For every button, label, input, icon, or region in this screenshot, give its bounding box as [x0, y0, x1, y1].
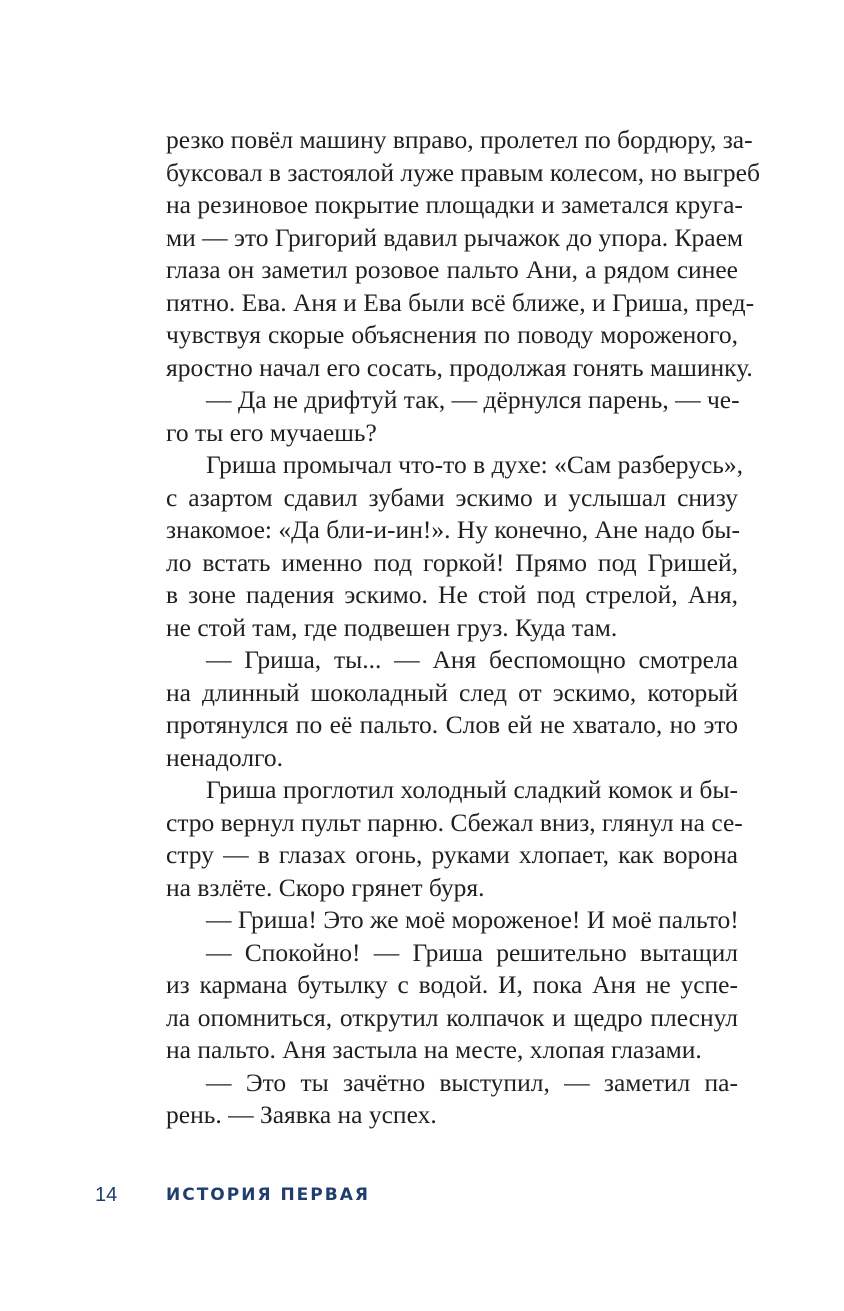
text-line: буксовал в застоялой луже правым колесом, но выгреб: [166, 157, 760, 187]
text-line: — Гриша! Это же моё мороженое! И моё пальто!: [206, 905, 739, 934]
text-line: из кармана бутылку с водой. И, пока Аня не успе-: [166, 970, 738, 999]
text-line: стро вернул пульт парню. Сбежал вниз, глянул на се-: [166, 807, 743, 837]
text-line: ла опомниться, открутил колпачок и щедро плеснул: [166, 1002, 738, 1032]
text-line: — Да не дрифтуй так, — дёрнулся парень, — че-: [206, 385, 740, 414]
text-line: на взлёте. Скоро грянет буря.: [166, 872, 485, 902]
text-line: в зоне падения эскимо. Не стой под стрелой, Аня,: [166, 580, 738, 609]
running-header: ИСТОРИЯ ПЕРВАЯ: [166, 1185, 370, 1205]
text-line: резко повёл машину вправо, пролетел по бордюру, за-: [166, 125, 753, 154]
page-number: 14: [95, 1184, 118, 1206]
text-line: не стой там, где подвешен груз. Куда там.: [166, 612, 618, 642]
text-line: протянулся по её пальто. Слов ей не хватало, но это: [166, 710, 738, 739]
text-line: яростно начал его сосать, продолжая гонять машинку.: [166, 352, 753, 382]
text-line: с азартом сдавил зубами эскимо и услышал снизу: [166, 482, 738, 512]
text-line: ло встать именно под горкой! Прямо под Гришей,: [166, 547, 738, 577]
text-line: чувствуя скорые объяснения по поводу мороженого,: [166, 320, 738, 349]
text-line: рень. — Заявка на успех.: [166, 1100, 437, 1129]
text-line: на пальто. Аня застыла на месте, хлопая глазами.: [166, 1035, 702, 1064]
text-line: Гриша промычал что-то в духе: «Сам разберусь»,: [206, 450, 744, 479]
text-line: глаза он заметил розовое пальто Ани, а рядом синее: [166, 255, 738, 284]
text-line: — Это ты зачётно выступил, — заметил па-: [206, 1067, 738, 1097]
text-line: го ты его мучаешь?: [166, 417, 377, 447]
text-line: — Спокойно! — Гриша решительно вытащил: [206, 937, 738, 967]
text-line: стру — в глазах огонь, руками хлопает, как ворона: [166, 840, 738, 869]
text-line: знакомое: «Да бли-и-ин!». Ну конечно, Ане надо бы-: [166, 515, 740, 544]
text-line: пятно. Ева. Аня и Ева были всё ближе, и Гриша, пред-: [166, 287, 755, 317]
body-text: [166, 124, 760, 1132]
page-footer: [0, 1181, 844, 1211]
text-line: на резиновое покрытие площадки и заметался круга-: [166, 190, 743, 219]
text-line: — Гриша, ты... — Аня беспомощно смотрела: [206, 645, 738, 674]
text-line: Гриша проглотил холодный сладкий комок и бы-: [206, 775, 738, 804]
text-line: на длинный шоколадный след от эскимо, который: [166, 677, 738, 707]
text-line: ненадолго.: [166, 742, 283, 772]
text-line: ми — это Григорий вдавил рычажок до упора. Краем: [166, 222, 744, 252]
